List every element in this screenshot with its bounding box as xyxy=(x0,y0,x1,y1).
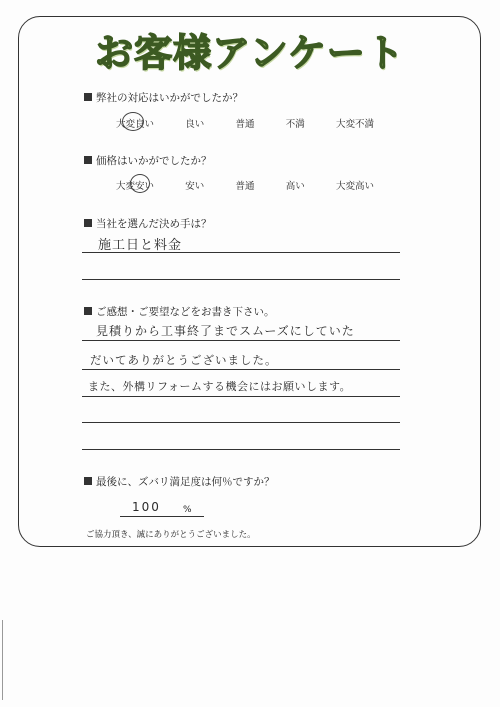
comment-line-1[interactable]: 見積りから工事終了までスムーズにしていた xyxy=(96,324,355,338)
q2-option-cheap[interactable]: 安い xyxy=(185,181,205,192)
answer-line xyxy=(82,369,400,370)
answer-line xyxy=(82,252,400,253)
selection-circle-icon xyxy=(130,174,150,193)
bullet-square-icon xyxy=(84,477,92,485)
answer-line xyxy=(82,449,400,450)
answer-line xyxy=(82,340,400,341)
q1-option-good[interactable]: 良い xyxy=(185,119,205,130)
bullet-square-icon xyxy=(84,307,92,315)
thank-you-note: ご協力頂き、誠にありがとうございました。 xyxy=(86,530,256,540)
comment-line-3[interactable]: また、外構リフォームする機会にはお願いします。 xyxy=(88,380,352,393)
question-2-label: 価格はいかがでしたか？ xyxy=(96,155,212,167)
q1-option-normal[interactable]: 普通 xyxy=(235,119,255,130)
selection-circle-icon xyxy=(122,112,144,131)
answer-line xyxy=(82,279,400,280)
q2-option-normal[interactable]: 普通 xyxy=(235,181,255,192)
bullet-square-icon xyxy=(84,219,92,227)
question-3-label: 当社を選んだ決め手は？ xyxy=(96,218,212,230)
question-2-options xyxy=(116,178,374,192)
question-5 xyxy=(84,474,275,489)
answer-line xyxy=(120,516,204,517)
satisfaction-answer[interactable]: 100 xyxy=(132,500,161,514)
q2-option-very-cheap[interactable]: 大変安い xyxy=(116,178,154,192)
bullet-square-icon xyxy=(84,93,92,101)
q1-option-very-dissatisfied[interactable]: 大変不満 xyxy=(335,119,374,130)
percent-unit: % xyxy=(183,505,192,515)
question-4-label: ご感想・ご要望などをお書き下さい。 xyxy=(96,306,275,318)
q1-option-dissatisfied[interactable]: 不満 xyxy=(285,119,305,130)
scan-edge-mark xyxy=(2,620,3,700)
q1-option-very-good[interactable]: 大変良い xyxy=(116,116,154,130)
question-1-options xyxy=(116,116,374,130)
q2-option-very-expensive[interactable]: 大変高い xyxy=(335,181,374,192)
comment-line-2[interactable]: だいてありがとうございました。 xyxy=(90,353,278,367)
answer-line xyxy=(82,396,400,397)
q2-option-expensive[interactable]: 高い xyxy=(285,181,305,192)
form-title: お客様アンケート xyxy=(95,31,405,75)
question-5-label: 最後に、ズバリ満足度は何％ですか？ xyxy=(96,476,275,488)
question-3 xyxy=(84,216,212,231)
answer-line xyxy=(82,422,400,423)
question-1 xyxy=(84,90,243,105)
bullet-square-icon xyxy=(84,156,92,164)
question-3-answer[interactable]: 施工日と料金 xyxy=(98,238,183,253)
question-1-label: 弊社の対応はいかがでしたか？ xyxy=(96,92,243,104)
question-2 xyxy=(84,153,212,168)
question-4 xyxy=(84,304,275,319)
